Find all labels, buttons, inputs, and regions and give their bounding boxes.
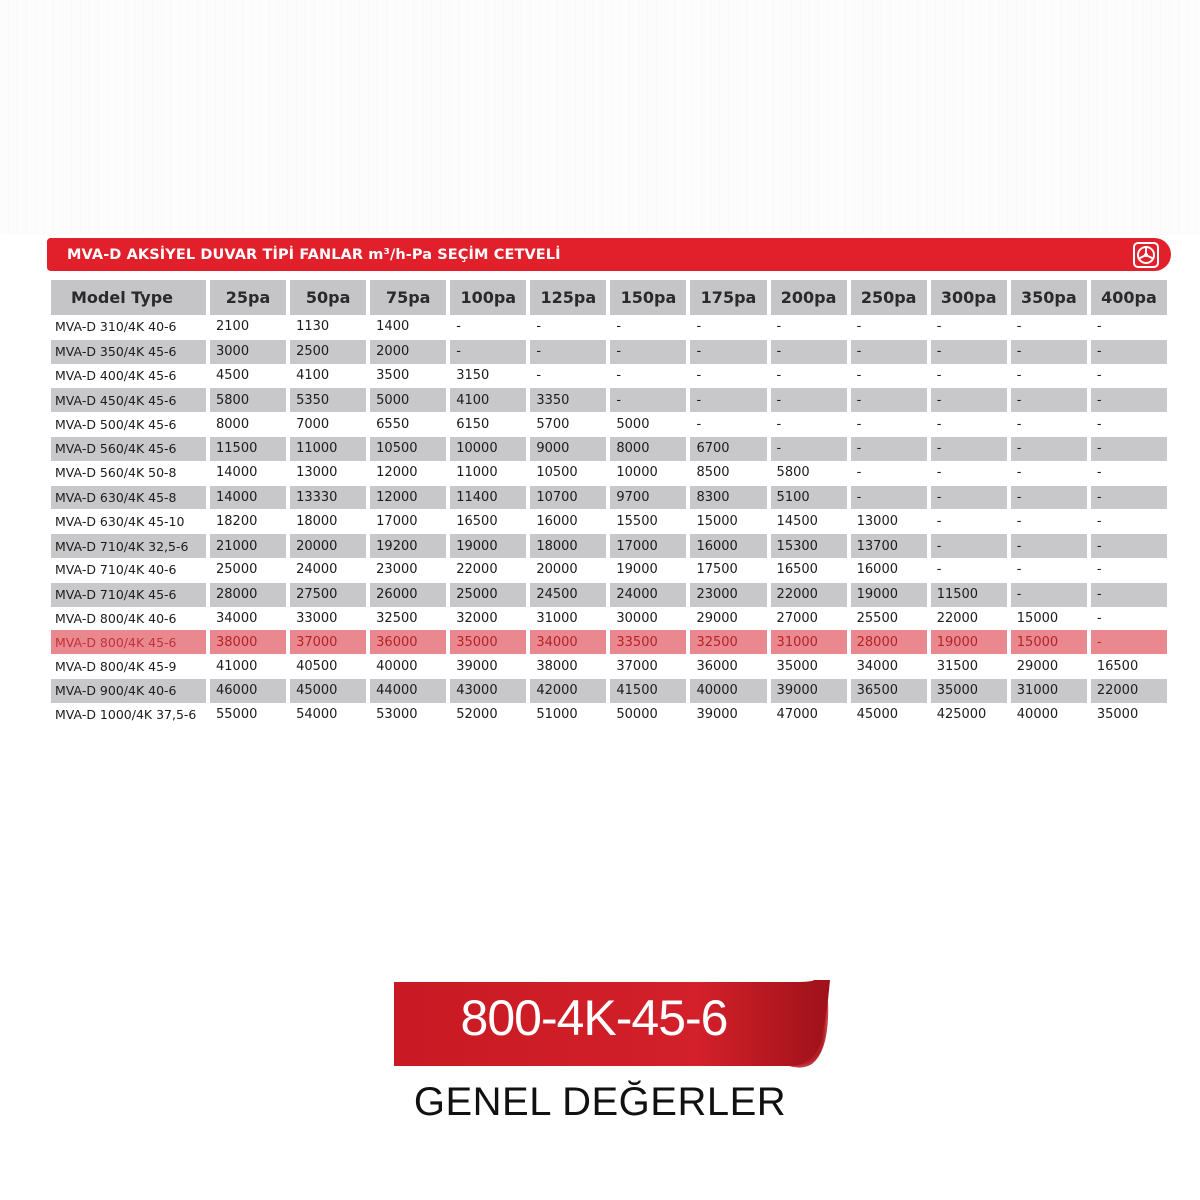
airflow-cell: 7000	[296, 416, 330, 432]
table-row	[51, 485, 1167, 510]
airflow-cell: 29000	[696, 610, 738, 626]
airflow-cell: -	[931, 485, 1007, 510]
model-name-cell: MVA-D 1000/4K 37,5-6	[55, 707, 197, 723]
airflow-cell: 20000	[290, 533, 366, 558]
airflow-cell: 29000	[1016, 658, 1059, 674]
airflow-cell: -	[1091, 387, 1167, 412]
airflow-cell: 3500	[376, 367, 410, 383]
airflow-cell: 39000	[456, 658, 498, 674]
table-row	[51, 654, 1167, 678]
airflow-cell: 35000	[776, 658, 818, 674]
table-row	[51, 387, 1167, 412]
table-row	[51, 412, 1167, 436]
airflow-cell: 38000	[210, 630, 286, 654]
airflow-cell: 50000	[616, 707, 658, 723]
airflow-cell: 8000	[216, 416, 250, 432]
airflow-cell: 52000	[456, 707, 498, 723]
airflow-cell: 32500	[690, 630, 766, 654]
table-row	[51, 582, 1167, 607]
airflow-cell: 36000	[696, 658, 738, 674]
model-name-cell: MVA-D 400/4K 45-6	[55, 367, 177, 383]
model-name-cell: MVA-D 630/4K 45-8	[51, 485, 206, 510]
model-name-cell: MVA-D 310/4K 40-6	[55, 319, 177, 335]
airflow-cell: 19000	[851, 582, 927, 607]
airflow-cell: 9000	[530, 436, 606, 461]
model-name-cell: MVA-D 800/4K 45-9	[55, 658, 177, 674]
airflow-cell: 19000	[616, 562, 658, 578]
airflow-cell: 11000	[290, 436, 366, 461]
airflow-cell: 5800	[776, 465, 810, 481]
airflow-cell: -	[931, 339, 1007, 364]
airflow-cell: 19200	[370, 533, 446, 558]
airflow-cell: 12000	[370, 485, 446, 510]
header-pressure-100pa: 100pa	[450, 280, 526, 315]
airflow-cell: 16500	[456, 513, 498, 529]
airflow-cell: 5800	[210, 387, 286, 412]
airflow-cell: 19000	[450, 533, 526, 558]
airflow-cell: 16000	[856, 562, 898, 578]
airflow-cell: 31000	[771, 630, 847, 654]
model-name-cell: MVA-D 710/4K 32,5-6	[51, 533, 206, 558]
airflow-cell: 41000	[216, 658, 258, 674]
airflow-cell: 25000	[450, 582, 526, 607]
airflow-cell: -	[776, 416, 782, 432]
airflow-cell: 10500	[370, 436, 446, 461]
airflow-cell: -	[856, 367, 862, 383]
airflow-cell: 36000	[370, 630, 446, 654]
airflow-cell: 1400	[376, 319, 410, 335]
airflow-cell: 4100	[450, 387, 526, 412]
table-row	[51, 315, 1167, 339]
airflow-cell: 11000	[456, 465, 498, 481]
airflow-cell: 5350	[290, 387, 366, 412]
airflow-cell: 22000	[771, 582, 847, 607]
model-label: 800-4K-45-6	[460, 990, 728, 1046]
airflow-cell: 3350	[530, 387, 606, 412]
airflow-cell: 6700	[690, 436, 766, 461]
airflow-cell: 42000	[530, 678, 606, 703]
table-row	[51, 436, 1167, 461]
airflow-cell: 13000	[856, 513, 898, 529]
header-pressure-350pa: 350pa	[1011, 280, 1087, 315]
airflow-cell: 2100	[216, 319, 250, 335]
header-pressure-250pa: 250pa	[851, 280, 927, 315]
airflow-cell: -	[1011, 436, 1087, 461]
model-name-cell: MVA-D 560/4K 50-8	[55, 465, 177, 481]
airflow-cell: 39000	[771, 678, 847, 703]
airflow-cell: -	[1091, 339, 1167, 364]
airflow-cell: 3000	[210, 339, 286, 364]
airflow-cell: 13330	[290, 485, 366, 510]
airflow-cell: -	[536, 319, 542, 335]
airflow-cell: 11500	[210, 436, 286, 461]
airflow-cell: -	[1096, 319, 1102, 335]
airflow-cell: 34000	[856, 658, 898, 674]
airflow-cell: 5000	[616, 416, 650, 432]
fan-selection-table	[47, 280, 1171, 727]
airflow-cell: 43000	[450, 678, 526, 703]
airflow-cell: -	[851, 339, 927, 364]
model-name-cell: MVA-D 710/4K 40-6	[55, 562, 177, 578]
table-body	[51, 315, 1167, 727]
airflow-cell: 34000	[530, 630, 606, 654]
table-row	[51, 339, 1167, 364]
airflow-cell: 22000	[1091, 678, 1167, 703]
header-pressure-200pa: 200pa	[771, 280, 847, 315]
airflow-cell: 23000	[690, 582, 766, 607]
airflow-cell: -	[856, 465, 862, 481]
table-row	[51, 461, 1167, 485]
airflow-cell: 30000	[616, 610, 658, 626]
table-row	[51, 558, 1167, 582]
airflow-cell: -	[456, 319, 461, 335]
airflow-cell: -	[936, 465, 942, 481]
airflow-cell: -	[856, 416, 862, 432]
airflow-cell: -	[851, 387, 927, 412]
airflow-cell: 10000	[616, 465, 658, 481]
header-pressure-400pa: 400pa	[1091, 280, 1167, 315]
airflow-cell: 13700	[851, 533, 927, 558]
airflow-cell: 13000	[296, 465, 338, 481]
airflow-cell: 8300	[690, 485, 766, 510]
airflow-cell: 33000	[296, 610, 338, 626]
airflow-cell: -	[1096, 367, 1102, 383]
airflow-cell: -	[1091, 436, 1167, 461]
airflow-cell: -	[1011, 533, 1087, 558]
airflow-cell: 35000	[1096, 707, 1139, 723]
airflow-cell: 11500	[931, 582, 1007, 607]
airflow-cell: -	[776, 319, 782, 335]
airflow-cell: -	[936, 513, 942, 529]
airflow-cell: 38000	[536, 658, 578, 674]
airflow-cell: -	[1011, 485, 1087, 510]
airflow-cell: 28000	[210, 582, 286, 607]
header-pressure-125pa: 125pa	[530, 280, 606, 315]
airflow-cell: -	[1016, 367, 1022, 383]
airflow-cell: -	[616, 319, 622, 335]
airflow-cell: 18200	[216, 513, 258, 529]
airflow-cell: 14000	[210, 485, 286, 510]
airflow-cell: 24000	[296, 562, 338, 578]
table-title: MVA-D AKSİYEL DUVAR TİPİ FANLAR m³/h-Pa SEÇİM CETVELİ	[67, 246, 561, 263]
airflow-cell: 16000	[690, 533, 766, 558]
airflow-cell: 14000	[216, 465, 258, 481]
airflow-cell: -	[771, 387, 847, 412]
airflow-cell: -	[1016, 513, 1022, 529]
airflow-cell: -	[696, 367, 702, 383]
fan-icon	[1131, 241, 1161, 269]
header-model-type: Model Type	[51, 280, 206, 315]
airflow-cell: -	[610, 387, 686, 412]
airflow-cell: 51000	[536, 707, 578, 723]
table-row	[51, 607, 1167, 631]
airflow-cell: 25500	[856, 610, 898, 626]
airflow-cell: -	[856, 319, 862, 335]
airflow-cell: 18000	[530, 533, 606, 558]
airflow-cell: -	[936, 367, 942, 383]
airflow-cell: 17500	[696, 562, 738, 578]
airflow-cell: 15500	[616, 513, 658, 529]
airflow-cell: -	[1016, 465, 1022, 481]
airflow-cell: 32000	[456, 610, 498, 626]
airflow-cell: 54000	[296, 707, 338, 723]
airflow-cell: -	[696, 319, 702, 335]
airflow-cell: 24500	[530, 582, 606, 607]
model-name-cell: MVA-D 630/4K 45-10	[55, 513, 185, 529]
model-name-cell: MVA-D 450/4K 45-6	[51, 387, 206, 412]
airflow-cell: 45000	[290, 678, 366, 703]
airflow-cell: 12000	[376, 465, 418, 481]
airflow-cell: 20000	[536, 562, 578, 578]
airflow-cell: -	[1016, 416, 1022, 432]
airflow-cell: 55000	[216, 707, 258, 723]
airflow-cell: 6150	[456, 416, 490, 432]
airflow-cell: 10500	[536, 465, 578, 481]
airflow-cell: 10000	[450, 436, 526, 461]
airflow-cell: 16000	[536, 513, 578, 529]
airflow-cell: 11400	[450, 485, 526, 510]
airflow-cell: -	[771, 436, 847, 461]
airflow-cell: 4100	[296, 367, 330, 383]
airflow-cell: 8500	[696, 465, 730, 481]
airflow-cell: 5000	[370, 387, 446, 412]
airflow-cell: -	[616, 367, 622, 383]
airflow-cell: 14500	[776, 513, 818, 529]
table-row	[51, 533, 1167, 558]
airflow-cell: 41500	[610, 678, 686, 703]
table-row-highlighted	[51, 630, 1167, 654]
model-name-cell: MVA-D 500/4K 45-6	[55, 416, 177, 432]
header-pressure-175pa: 175pa	[690, 280, 766, 315]
header-pressure-50pa: 50pa	[290, 280, 366, 315]
airflow-cell: 15300	[771, 533, 847, 558]
airflow-cell: 37000	[290, 630, 366, 654]
airflow-cell: 9700	[610, 485, 686, 510]
airflow-cell: -	[1096, 513, 1102, 529]
airflow-cell: 4500	[216, 367, 250, 383]
airflow-cell: -	[1091, 533, 1167, 558]
airflow-cell: 24000	[610, 582, 686, 607]
model-name-cell: MVA-D 800/4K 40-6	[55, 610, 177, 626]
airflow-cell: -	[936, 416, 942, 432]
airflow-cell: 15000	[1016, 610, 1059, 626]
airflow-cell: 31000	[536, 610, 578, 626]
airflow-cell: -	[851, 436, 927, 461]
airflow-cell: 2500	[290, 339, 366, 364]
airflow-cell: 35000	[931, 678, 1007, 703]
table-title-banner	[47, 238, 1171, 271]
airflow-cell: 15000	[1011, 630, 1087, 654]
airflow-cell: 6550	[376, 416, 410, 432]
airflow-cell: 10700	[530, 485, 606, 510]
airflow-cell: -	[1091, 630, 1167, 654]
header-pressure-300pa: 300pa	[931, 280, 1007, 315]
airflow-cell: -	[1091, 485, 1167, 510]
airflow-cell: 40000	[376, 658, 418, 674]
airflow-cell: 16500	[776, 562, 818, 578]
airflow-cell: 31500	[936, 658, 979, 674]
background-texture	[0, 0, 1200, 235]
airflow-cell: 44000	[370, 678, 446, 703]
airflow-cell: 37000	[616, 658, 658, 674]
airflow-cell: -	[1011, 582, 1087, 607]
airflow-cell: -	[1011, 339, 1087, 364]
airflow-cell: 34000	[216, 610, 258, 626]
airflow-cell: 18000	[296, 513, 338, 529]
airflow-cell: -	[776, 367, 782, 383]
airflow-cell: -	[690, 339, 766, 364]
airflow-cell: 35000	[450, 630, 526, 654]
airflow-cell: 31000	[1011, 678, 1087, 703]
airflow-cell: -	[1096, 562, 1102, 578]
airflow-cell: 45000	[856, 707, 898, 723]
airflow-cell: 32500	[376, 610, 418, 626]
model-name-cell: MVA-D 560/4K 45-6	[51, 436, 206, 461]
airflow-cell: 23000	[376, 562, 418, 578]
airflow-cell: 26000	[370, 582, 446, 607]
airflow-cell: 5100	[771, 485, 847, 510]
header-pressure-75pa: 75pa	[370, 280, 446, 315]
airflow-cell: -	[851, 485, 927, 510]
table-header-row	[51, 280, 1167, 315]
table-row	[51, 678, 1167, 703]
airflow-cell: 40000	[690, 678, 766, 703]
airflow-cell: 25000	[216, 562, 258, 578]
airflow-cell: -	[936, 319, 942, 335]
airflow-cell: -	[1096, 416, 1102, 432]
airflow-cell: 27500	[290, 582, 366, 607]
airflow-cell: -	[610, 339, 686, 364]
table-row	[51, 364, 1167, 388]
airflow-cell: 21000	[210, 533, 286, 558]
airflow-cell: 47000	[776, 707, 818, 723]
airflow-cell: 2000	[370, 339, 446, 364]
airflow-cell: 17000	[610, 533, 686, 558]
airflow-cell: 425000	[936, 707, 987, 723]
model-name-cell: MVA-D 350/4K 45-6	[51, 339, 206, 364]
airflow-cell: 19000	[931, 630, 1007, 654]
airflow-cell: 16500	[1096, 658, 1139, 674]
airflow-cell: -	[696, 416, 702, 432]
airflow-cell: 3150	[456, 367, 490, 383]
airflow-cell: -	[690, 387, 766, 412]
airflow-cell: 36500	[851, 678, 927, 703]
airflow-cell: 46000	[210, 678, 286, 703]
table-row	[51, 703, 1167, 727]
airflow-cell: -	[1016, 562, 1022, 578]
airflow-cell: -	[450, 339, 526, 364]
airflow-cell: -	[1016, 319, 1022, 335]
airflow-cell: -	[931, 533, 1007, 558]
airflow-cell: -	[931, 436, 1007, 461]
airflow-cell: -	[1091, 582, 1167, 607]
airflow-cell: -	[771, 339, 847, 364]
airflow-cell: -	[1096, 465, 1102, 481]
airflow-cell: 40500	[296, 658, 338, 674]
header-pressure-25pa: 25pa	[210, 280, 286, 315]
airflow-cell: 5700	[536, 416, 570, 432]
airflow-cell: -	[1096, 610, 1102, 626]
airflow-cell: -	[936, 562, 942, 578]
airflow-cell: 39000	[696, 707, 738, 723]
header-pressure-150pa: 150pa	[610, 280, 686, 315]
general-values-caption: GENEL DEĞERLER	[413, 1080, 787, 1124]
airflow-cell: 33500	[610, 630, 686, 654]
model-name-cell: MVA-D 710/4K 45-6	[51, 582, 206, 607]
airflow-cell: 28000	[851, 630, 927, 654]
airflow-cell: -	[536, 367, 542, 383]
airflow-cell: 8000	[610, 436, 686, 461]
airflow-cell: -	[931, 387, 1007, 412]
model-name-cell: MVA-D 900/4K 40-6	[51, 678, 206, 703]
airflow-cell: 27000	[776, 610, 818, 626]
airflow-cell: -	[530, 339, 606, 364]
airflow-cell: 1130	[296, 319, 330, 335]
table-row	[51, 509, 1167, 533]
airflow-cell: 22000	[456, 562, 498, 578]
airflow-cell: 53000	[376, 707, 418, 723]
airflow-cell: -	[1011, 387, 1087, 412]
airflow-cell: 40000	[1016, 707, 1059, 723]
airflow-cell: 15000	[696, 513, 738, 529]
airflow-cell: 22000	[936, 610, 979, 626]
model-name-cell: MVA-D 800/4K 45-6	[51, 630, 206, 654]
airflow-cell: 17000	[376, 513, 418, 529]
